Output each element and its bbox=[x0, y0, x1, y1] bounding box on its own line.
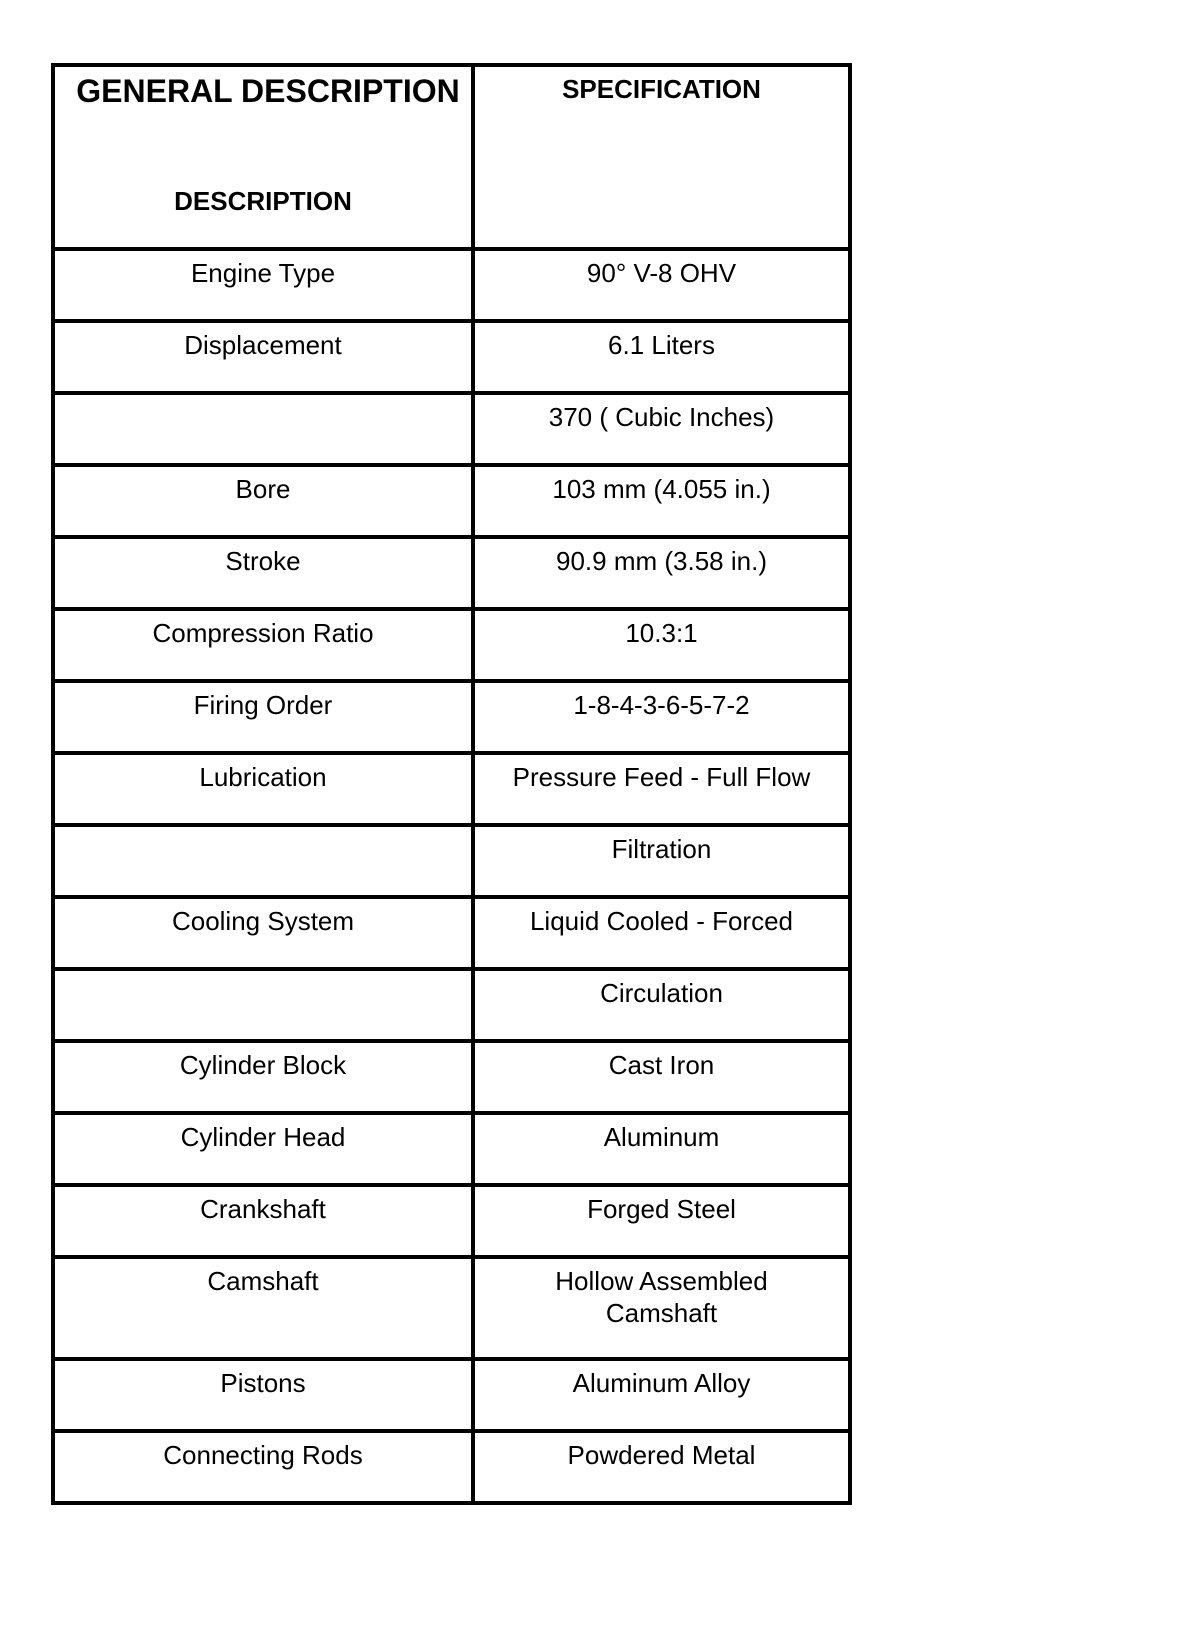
specification-cell: 90° V-8 OHV bbox=[473, 249, 850, 321]
description-cell: Cooling System bbox=[53, 897, 473, 969]
table-header-row bbox=[53, 65, 850, 249]
description-cell: Firing Order bbox=[53, 681, 473, 753]
table-row bbox=[53, 609, 850, 681]
description-cell bbox=[53, 393, 473, 465]
specification-cell: Aluminum bbox=[473, 1113, 850, 1185]
specification-cell: 6.1 Liters bbox=[473, 321, 850, 393]
description-cell: Displacement bbox=[53, 321, 473, 393]
description-column-header: DESCRIPTION bbox=[174, 186, 352, 216]
table-row bbox=[53, 1359, 850, 1431]
description-cell bbox=[53, 969, 473, 1041]
specification-cell bbox=[473, 1257, 850, 1359]
description-cell: Camshaft bbox=[53, 1257, 473, 1359]
description-cell: Pistons bbox=[53, 1359, 473, 1431]
specification-cell: Pressure Feed - Full Flow bbox=[473, 753, 850, 825]
specification-cell: 370 ( Cubic Inches) bbox=[473, 393, 850, 465]
table-title: GENERAL DESCRIPTION bbox=[76, 73, 460, 109]
specification-line: Hollow Assembled bbox=[555, 1266, 768, 1296]
description-cell: Engine Type bbox=[53, 249, 473, 321]
specification-line: Camshaft bbox=[605, 1298, 718, 1328]
specification-column-header: SPECIFICATION bbox=[473, 65, 850, 249]
specification-cell: 10.3:1 bbox=[473, 609, 850, 681]
table-row bbox=[53, 753, 850, 825]
table-row bbox=[53, 465, 850, 537]
table-row bbox=[53, 681, 850, 753]
specification-cell: 103 mm (4.055 in.) bbox=[473, 465, 850, 537]
specification-cell: Powdered Metal bbox=[473, 1431, 850, 1503]
table-row bbox=[53, 1185, 850, 1257]
specification-cell: Liquid Cooled - Forced bbox=[473, 897, 850, 969]
specification-cell: Forged Steel bbox=[473, 1185, 850, 1257]
description-cell: Stroke bbox=[53, 537, 473, 609]
table-row bbox=[53, 1257, 850, 1359]
table-row bbox=[53, 969, 850, 1041]
description-cell: Crankshaft bbox=[53, 1185, 473, 1257]
description-cell: Connecting Rods bbox=[53, 1431, 473, 1503]
table-row bbox=[53, 249, 850, 321]
specification-cell: Filtration bbox=[473, 825, 850, 897]
table-row bbox=[53, 897, 850, 969]
description-cell: Cylinder Head bbox=[53, 1113, 473, 1185]
table-row bbox=[53, 321, 850, 393]
table-row bbox=[53, 825, 850, 897]
table-row bbox=[53, 537, 850, 609]
description-cell: Bore bbox=[53, 465, 473, 537]
specification-cell: Cast Iron bbox=[473, 1041, 850, 1113]
description-cell bbox=[53, 825, 473, 897]
description-header-cell bbox=[53, 65, 473, 249]
engine-spec-table bbox=[51, 63, 852, 1505]
table-row bbox=[53, 1113, 850, 1185]
table-row bbox=[53, 393, 850, 465]
specification-cell: Aluminum Alloy bbox=[473, 1359, 850, 1431]
description-cell: Compression Ratio bbox=[53, 609, 473, 681]
specification-cell: 90.9 mm (3.58 in.) bbox=[473, 537, 850, 609]
specification-cell: Circulation bbox=[473, 969, 850, 1041]
table-row bbox=[53, 1431, 850, 1503]
specification-cell: 1-8-4-3-6-5-7-2 bbox=[473, 681, 850, 753]
description-cell: Lubrication bbox=[53, 753, 473, 825]
table-row bbox=[53, 1041, 850, 1113]
description-cell: Cylinder Block bbox=[53, 1041, 473, 1113]
